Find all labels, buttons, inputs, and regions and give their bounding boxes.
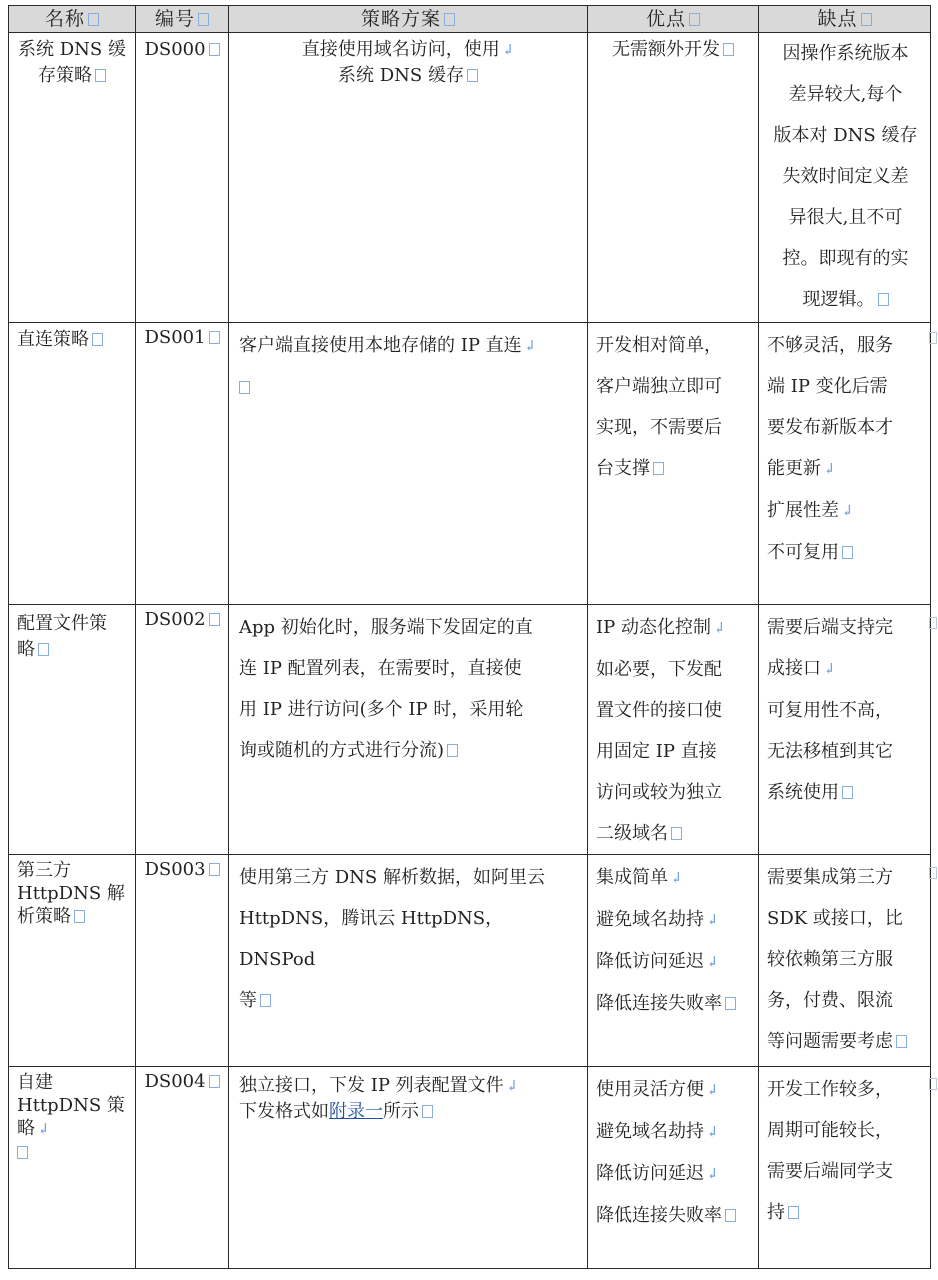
row-end-mark bbox=[929, 617, 937, 629]
table-header-row bbox=[9, 6, 931, 33]
table-row bbox=[9, 605, 931, 855]
row-end-mark bbox=[929, 332, 937, 344]
row-end-mark bbox=[929, 1078, 937, 1090]
cell-name: 系统 DNS 缓 存策略 bbox=[9, 33, 136, 323]
appendix-link[interactable]: 附录一 bbox=[329, 1101, 383, 1122]
cell-pros: 使用灵活方便 ↲ 避免域名劫持 ↲ 降低访问延迟 ↲ 降低连接失败率 bbox=[588, 1067, 759, 1269]
table-row bbox=[9, 1067, 931, 1269]
cell-name: 配置文件策 略 bbox=[9, 605, 136, 855]
cell-cons: 因操作系统版本 差异较大,每个 版本对 DNS 缓存 失效时间定义差 异很大,且不可 控。即现有的实 现逻辑。 bbox=[759, 33, 931, 323]
table-row bbox=[9, 323, 931, 605]
cell-name: 第三方 HttpDNS 解 析策略 bbox=[9, 855, 136, 1067]
cell-plan: 客户端直接使用本地存储的 IP 直连 ↲ bbox=[229, 323, 588, 605]
cell-plan: 独立接口，下发 IP 列表配置文件 ↲ 下发格式如附录一所示 bbox=[229, 1067, 588, 1269]
dns-strategy-table bbox=[8, 5, 931, 1269]
cell-name: 自建 HttpDNS 策 略 ↲ bbox=[9, 1067, 136, 1269]
cell-code: DS003 bbox=[136, 855, 229, 1067]
cell-pros: IP 动态化控制 ↲ 如必要，下发配 置文件的接口使 用固定 IP 直接 访问或较为独立 二级域名 bbox=[588, 605, 759, 855]
cell-plan: App 初始化时，服务端下发固定的直 连 IP 配置列表，在需要时，直接使 用 IP 进行访问(多个 IP 时，采用轮 询或随机的方式进行分流) bbox=[229, 605, 588, 855]
header-plan: 策略方案 bbox=[229, 6, 588, 33]
cell-cons: 需要后端支持完 成接口 ↲ 可复用性不高， 无法移植到其它 系统使用 bbox=[759, 605, 931, 855]
header-pros: 优点 bbox=[588, 6, 759, 33]
cell-code: DS001 bbox=[136, 323, 229, 605]
cell-plan: 使用第三方 DNS 解析数据，如阿里云 HttpDNS，腾讯云 HttpDNS，DNSPod 等 bbox=[229, 855, 588, 1067]
cell-cons: 需要集成第三方 SDK 或接口，比 较依赖第三方服 务，付费、限流 等问题需要考虑 bbox=[759, 855, 931, 1067]
row-end-mark bbox=[929, 867, 937, 879]
cell-plan: 直接使用域名访问，使用 ↲ 系统 DNS 缓存 bbox=[229, 33, 588, 323]
cell-code: DS002 bbox=[136, 605, 229, 855]
cell-code: DS004 bbox=[136, 1067, 229, 1269]
header-code: 编号 bbox=[136, 6, 229, 33]
table-row bbox=[9, 33, 931, 323]
cell-pros: 集成简单 ↲ 避免域名劫持 ↲ 降低访问延迟 ↲ 降低连接失败率 bbox=[588, 855, 759, 1067]
cell-name: 直连策略 bbox=[9, 323, 136, 605]
cell-pros: 无需额外开发 bbox=[588, 33, 759, 323]
table-row bbox=[9, 855, 931, 1067]
cell-pros: 开发相对简单， 客户端独立即可 实现，不需要后 台支撑 bbox=[588, 323, 759, 605]
header-name: 名称 bbox=[9, 6, 136, 33]
cell-cons: 开发工作较多， 周期可能较长， 需要后端同学支 持 bbox=[759, 1067, 931, 1269]
cell-code: DS000 bbox=[136, 33, 229, 323]
header-cons: 缺点 bbox=[759, 6, 931, 33]
cell-cons: 不够灵活，服务 端 IP 变化后需 要发布新版本才 能更新 ↲ 扩展性差 ↲ 不可复用 bbox=[759, 323, 931, 605]
